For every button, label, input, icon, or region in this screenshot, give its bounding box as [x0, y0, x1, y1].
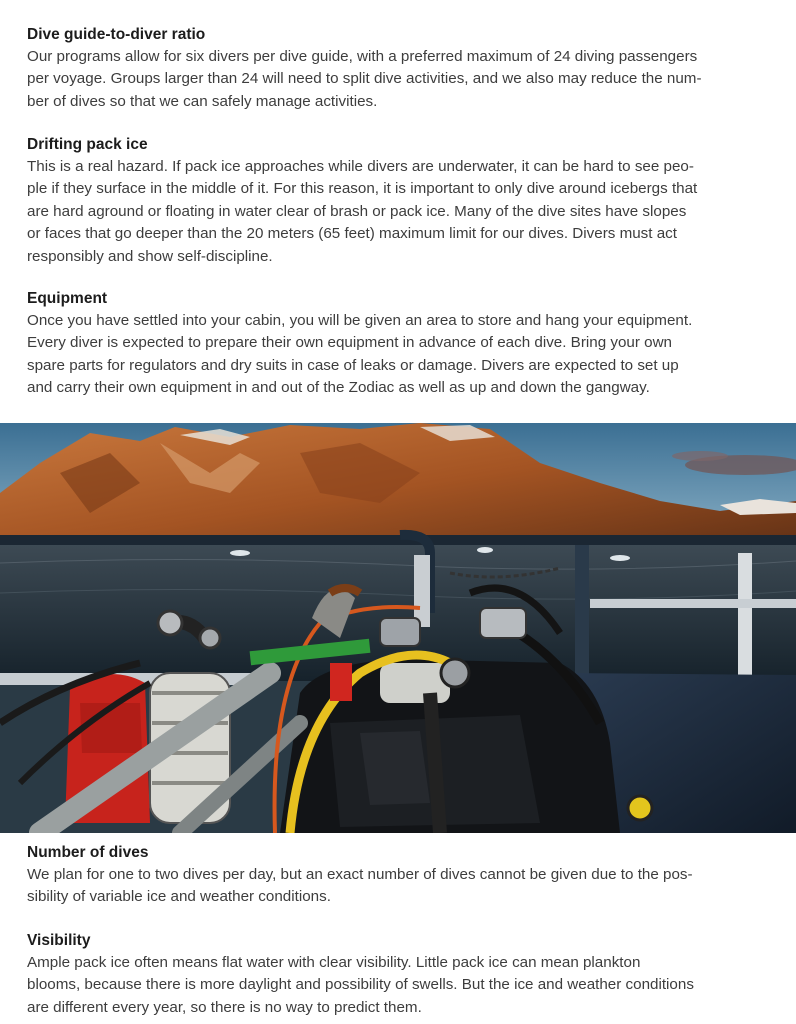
section-drifting-pack-ice	[27, 134, 767, 268]
section-heading: Drifting pack ice	[27, 136, 148, 153]
paragraph-line: or faces that go deeper than the 20 meters (65 feet) maximum limit for our dives. Divers must act	[27, 225, 677, 243]
section-number-of-dives	[27, 842, 767, 909]
paragraph-line: ple if they surface in the middle of it. For this reason, it is important to only dive around icebergs that	[27, 180, 698, 198]
paragraph-line: This is a real hazard. If pack ice approaches while divers are underwater, it can be hard to see peo-	[27, 158, 694, 175]
section-heading: Visibility	[27, 932, 91, 949]
paragraph-line: Once you have settled into your cabin, you will be given an area to store and hang your equipment.	[27, 312, 693, 329]
paragraph-line: and carry their own equipment in and out of the Zodiac as well as up and down the gangway.	[27, 379, 650, 397]
paragraph-line: sibility of variable ice and weather conditions.	[27, 888, 331, 906]
section-heading: Number of dives	[27, 844, 149, 861]
section-heading: Equipment	[27, 290, 108, 307]
paragraph-line: Ample pack ice often means flat water with clear visibility. Little pack ice can mean plankton	[27, 954, 641, 971]
section-equipment	[27, 288, 767, 400]
paragraph-line: blooms, because there is more daylight and possibility of swells. But the ice and weather conditions	[27, 976, 694, 994]
paragraph-line: ber of dives so that we can safely manage activities.	[27, 92, 378, 110]
section-dive-guide-ratio	[27, 24, 767, 113]
section-heading: Dive guide-to-diver ratio	[27, 26, 206, 43]
paragraph-line: per voyage. Groups larger than 24 will need to split dive activities, and we also may reduce the num-	[27, 70, 702, 88]
dive-gear-on-deck-photo	[0, 423, 796, 833]
paragraph-line: are hard aground or floating in water clear of brash or pack ice. Many of the dive sites have slopes	[27, 202, 687, 220]
paragraph-line: spare parts for regulators and dry suits in case of leaks or damage. Divers are expected to set up	[27, 356, 679, 374]
paragraph-line: Our programs allow for six divers per dive guide, with a preferred maximum of 24 diving passengers	[27, 48, 698, 65]
paragraph-line: responsibly and show self-discipline.	[27, 247, 273, 265]
paragraph-line: We plan for one to two dives per day, but an exact number of dives cannot be given due to the pos-	[27, 866, 693, 883]
paragraph-line: Every diver is expected to prepare their own equipment in advance of each dive. Bring your own	[27, 334, 672, 352]
paragraph-line: are different every year, so there is no way to predict them.	[27, 998, 422, 1016]
section-visibility	[27, 930, 767, 1019]
